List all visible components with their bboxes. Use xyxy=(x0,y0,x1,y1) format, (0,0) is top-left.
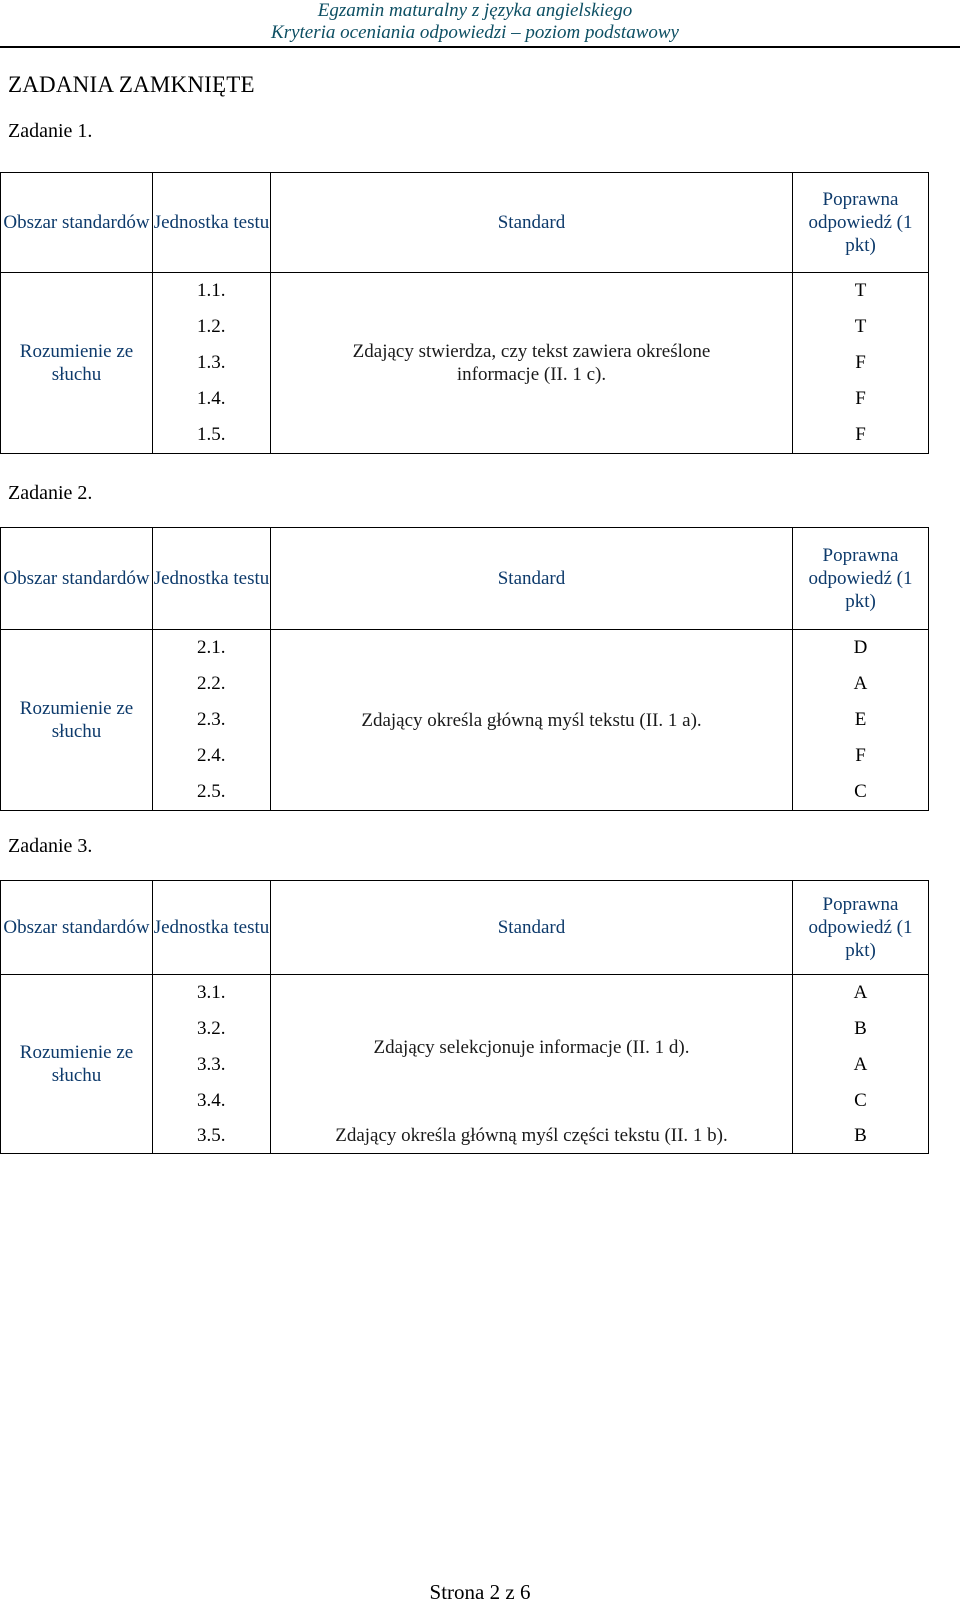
standard-text: Zdający określa główną myśl części tekstu (II. 1 b). xyxy=(335,1125,728,1146)
answer-item: B xyxy=(854,1018,867,1039)
header-standard: Standard xyxy=(271,173,793,273)
header-area: Obszar standardów xyxy=(1,173,153,273)
page-header xyxy=(0,0,960,48)
units-cell xyxy=(153,975,271,1120)
answer-item: T xyxy=(854,280,867,301)
header-answer: Poprawna odpowiedź (1 pkt) xyxy=(793,528,929,630)
task-2-table xyxy=(0,527,929,811)
answer-item: F xyxy=(855,745,866,766)
unit-item: 1.4. xyxy=(197,388,226,409)
standard-text: Zdający określa główną myśl tekstu (II. 1 a). xyxy=(361,709,702,731)
answers-cell xyxy=(793,975,929,1120)
answer-item: F xyxy=(855,388,866,409)
header-standard: Standard xyxy=(271,528,793,630)
standard-text: Zdający stwierdza, czy tekst zawiera określone informacje (II. 1 c). xyxy=(352,341,711,385)
answer-item: C xyxy=(854,1090,867,1111)
standard-cell xyxy=(271,273,793,454)
unit-item: 2.1. xyxy=(197,637,226,658)
answers-cell xyxy=(793,1119,929,1154)
task-1-table xyxy=(0,172,929,454)
area-cell: Rozumienie ze słuchu xyxy=(1,630,153,811)
header-unit: Jednostka testu xyxy=(153,173,271,273)
answer-item: A xyxy=(853,1054,868,1075)
task-2-label: Zadanie 2. xyxy=(8,482,93,504)
unit-item: 1.2. xyxy=(197,316,226,337)
page-number: Strona 2 z 6 xyxy=(429,1580,531,1604)
exam-subtitle: Kryteria oceniania odpowiedzi – poziom podstawowy xyxy=(271,22,679,43)
standard-cell xyxy=(271,975,793,1120)
unit-item: 2.4. xyxy=(197,745,226,766)
task-3-table xyxy=(0,880,929,1154)
unit-item: 1.5. xyxy=(197,424,226,445)
section-title: ZADANIA ZAMKNIĘTE xyxy=(8,72,255,97)
unit-item: 2.2. xyxy=(197,673,226,694)
answer-item: A xyxy=(853,982,868,1003)
task-3-label: Zadanie 3. xyxy=(8,835,93,857)
standard-text: Zdający selekcjonuje informacje (II. 1 d). xyxy=(373,1036,690,1058)
answer-item: E xyxy=(854,709,867,730)
exam-title: Egzamin maturalny z języka angielskiego xyxy=(317,0,633,21)
standard-cell xyxy=(271,630,793,811)
unit-item: 3.5. xyxy=(197,1125,226,1146)
answer-item: A xyxy=(853,673,868,694)
unit-item: 2.3. xyxy=(197,709,226,730)
units-cell xyxy=(153,1119,271,1154)
answer-item: T xyxy=(854,316,867,337)
header-standard: Standard xyxy=(271,881,793,975)
header-area: Obszar standardów xyxy=(1,881,153,975)
header-answer: Poprawna odpowiedź (1 pkt) xyxy=(793,881,929,975)
header-unit: Jednostka testu xyxy=(153,881,271,975)
unit-item: 1.3. xyxy=(197,352,226,373)
unit-item: 1.1. xyxy=(197,280,226,301)
unit-item: 3.4. xyxy=(197,1090,226,1111)
unit-item: 3.1. xyxy=(197,982,226,1003)
unit-item: 2.5. xyxy=(197,781,226,802)
standard-cell xyxy=(271,1119,793,1154)
unit-item: 3.3. xyxy=(197,1054,226,1075)
answer-item: D xyxy=(853,637,868,658)
header-area: Obszar standardów xyxy=(1,528,153,630)
area-cell: Rozumienie ze słuchu xyxy=(1,273,153,454)
answers-cell xyxy=(793,273,929,454)
units-cell xyxy=(153,273,271,454)
task-1-label: Zadanie 1. xyxy=(8,120,93,142)
unit-item: 3.2. xyxy=(197,1018,226,1039)
header-answer: Poprawna odpowiedź (1 pkt) xyxy=(793,173,929,273)
units-cell xyxy=(153,630,271,811)
answer-item: B xyxy=(854,1125,867,1146)
header-unit: Jednostka testu xyxy=(153,528,271,630)
area-cell: Rozumienie ze słuchu xyxy=(1,975,153,1154)
answers-cell xyxy=(793,630,929,811)
answer-item: F xyxy=(855,424,866,445)
answer-item: F xyxy=(855,352,866,373)
answer-item: C xyxy=(854,781,867,802)
